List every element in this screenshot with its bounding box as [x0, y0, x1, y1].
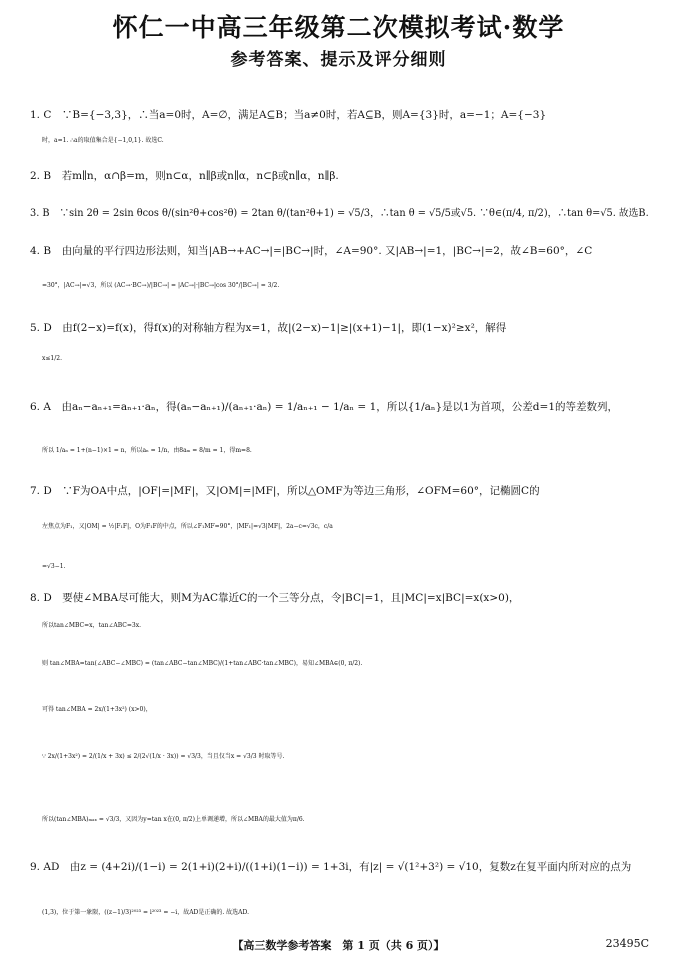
text-line: 可得 tan∠MBA = 2x/(1+3x²) (x>0)，: [42, 706, 152, 713]
text-line: 所以(tan∠MBA)ₘₐₓ = √3/3，又因为y=tan x在(0, π/2)上单调递增，所以∠MBA的最大值为π/6.: [42, 816, 305, 823]
footer-page-label: 【高三数学参考答案 第 1 页（共 6 页）】: [232, 939, 445, 952]
text-line: 时，a=1. ∴a的取值集合是{−1,0,1}. 故选C.: [42, 137, 164, 144]
page-subtitle: 参考答案、提示及评分细则: [230, 50, 447, 70]
text-line: =30°，|AC→|=√3，所以 (AC→·BC→)/|BC→| = |AC→|·|BC→|cos 30°/|BC→| = 3/2.: [42, 282, 280, 289]
text-line: ∵ 2x/(1+3x²) = 2/(1/x + 3x) ≤ 2/(2√(1/x · 3x)) = √3/3，当且仅当x = √3/3 时取等号.: [42, 753, 285, 760]
text-line: (1,3)，位于第一象限，((z−1)/3)²⁰²³ = i²⁰²³ = −i，故AD是正确的. 故选AD.: [42, 909, 250, 916]
text-line: 1. C ∵B={−3,3}，∴当a=0时，A=∅，满足A⊆B；当a≠0时，若A⊆B，则A={3}时，a=−1；A={−3}: [30, 109, 547, 121]
text-line: 2. B 若m∥n，α∩β=m，则n⊂α，n∥β或n∥α，n⊂β或n∥α，n∥β.: [30, 170, 339, 182]
text-line: 3. B ∵sin 2θ = 2sin θcos θ/(sin²θ+cos²θ) = 2tan θ/(tan²θ+1) = √5/3，∴tan θ = √5/5或√5. ∵θ∈(π/4, π/2)，∴tan θ=√5. 故选B.: [30, 208, 649, 219]
text-line: =√3−1.: [42, 563, 66, 570]
text-line: 4. B 由向量的平行四边形法则，知当|AB→+AC→|=|BC→|时，∠A=90°. 又|AB→|=1，|BC→|=2，故∠B=60°，∠C: [30, 245, 593, 257]
text-line: 6. A 由aₙ−aₙ₊₁=aₙ₊₁·aₙ，得(aₙ−aₙ₊₁)/(aₙ₊₁·aₙ) = 1/aₙ₊₁ − 1/aₙ = 1，所以{1/aₙ}是以1为首项，公差d=1的等差数列，: [30, 401, 619, 413]
text-line: x≤1/2.: [42, 355, 62, 362]
page-title: 怀仁一中高三年级第二次模拟考试·数学: [112, 13, 565, 42]
text-line: 则 tan∠MBA=tan(∠ABC−∠MBC) = (tan∠ABC−tan∠MBC)/(1+tan∠ABC·tan∠MBC)，易知∠MBA∈(0, π/2).: [42, 660, 363, 667]
text-line: 8. D 要使∠MBA尽可能大，则M为AC靠近C的一个三等分点，令|BC|=1，且|MC|=x|BC|=x(x>0)，: [30, 592, 520, 604]
text-line: 所以 1/aₙ = 1+(n−1)×1 = n，所以aₙ = 1/n，由8aₘ = 8/m = 1，得m=8.: [42, 447, 252, 454]
text-line: 9. AD 由z = (4+2i)/(1−i) = 2(1+i)(2+i)/((1+i)(1−i)) = 1+3i，有|z| = √(1²+3²) = √10，复数z在复平面内所对应的点为: [30, 861, 632, 873]
text-line: 所以tan∠MBC=x，tan∠ABC=3x.: [42, 622, 142, 629]
text-line: 7. D ∵F为OA中点，|OF|=|MF|，又|OM|=|MF|，所以△OMF为等边三角形，∠OFM=60°，记椭圆C的: [30, 485, 540, 497]
text-line: 左焦点为F₁，又|OM| = ½|F₁F|，O为F₁F的中点，所以∠F₁MF=90°，|MF₁|=√3|MF|，2a−c=√3c，c/a: [42, 523, 333, 530]
footer-code: 23495C: [605, 937, 649, 950]
text-line: 5. D 由f(2−x)=f(x)，得f(x)的对称轴方程为x=1，故|(2−x)−1|≥|(x+1)−1|，即(1−x)²≥x²，解得: [30, 322, 507, 334]
